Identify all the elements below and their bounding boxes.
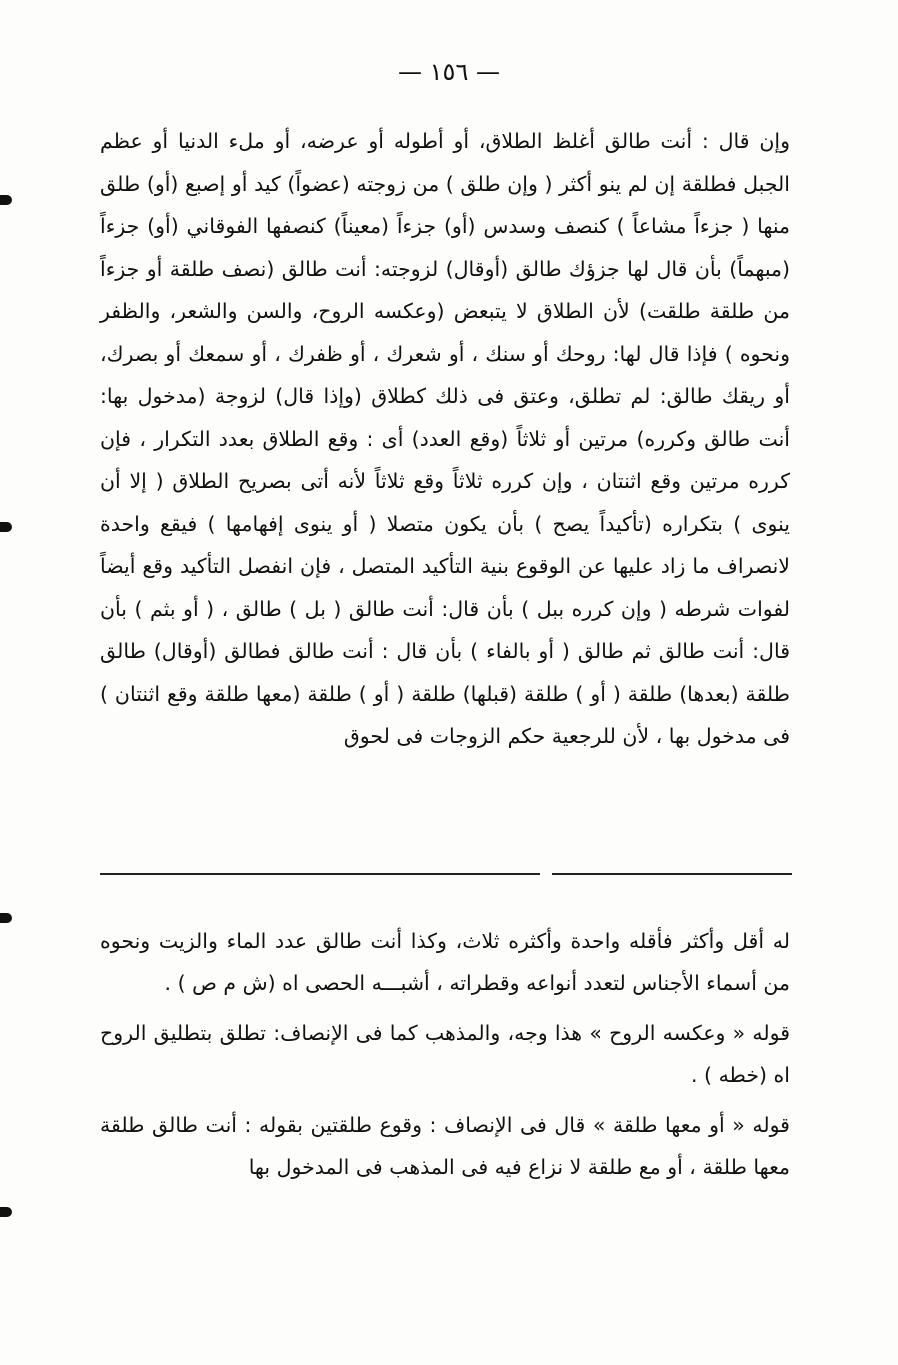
scan-margin-mark (0, 195, 12, 205)
footnote-divider-left (100, 873, 540, 875)
main-text-block (100, 120, 790, 758)
footnote-2: قوله « وعكسه الروح » هذا وجه، والمذهب كما فى الإنصاف: تطلق بتطليق الروح اه (خطه ) . (100, 1021, 790, 1087)
scan-margin-mark (0, 522, 12, 532)
footnotes-block (100, 920, 790, 1196)
footnote-3: قوله « أو معها طلقة » قال فى الإنصاف : وقوع طلقتين بقوله : أنت طالق طلقة معها طلقة ، أو مع طلقة لا نزاع فيه فى المذهب فى المدخول بها (100, 1113, 790, 1179)
main-paragraph: وإن قال : أنت طالق أغلظ الطلاق، أو أطوله أو عرضه، أو ملء الدنيا أو عظم الجبل فطلقة إن لم ينو أكثر ( وإن طلق ) من زوجته (عضواً) كيد أو إصبع (أو) طلق منها ( جزءاً مشاعاً ) كنصف وسدس (أو) جزءاً (معيناً) كنصفها الفوقاني (أو) جزءاً (مبهماً) بأن قال لها جزؤك طالق (أوقال) لزوجته: أنت طالق (نصف طلقة أو جزءاً من طلقة طلقت) لأن الطلاق لا يتبعض (وعكسه الروح، والسن والشعر، والظفر ونحوه ) فإذا قال لها: روحك أو سنك ، أو شعرك ، أو ظفرك ، أو سمعك أو بصرك، أو ريقك طالق: لم تطلق، وعتق فى ذلك كطلاق (وإذا قال) لزوجة (مدخول بها: أنت طالق وكرره) مرتين أو ثلاثاً (وقع العدد) أى : وقع الطلاق بعدد التكرار ، فإن كرره مرتين وقع اثنتان ، وإن كرره ثلاثاً وقع ثلاثاً لأنه أتى بصريح الطلاق ( إلا أن ينوى ) بتكراره (تأكيداً يصح ) بأن يكون متصلا ( أو ينوى إفهامها ) فيقع واحدة لانصراف ما زاد عليها عن الوقوع بنية التأكيد المتصل ، فإن انفصل التأكيد وقع أيضاً لفوات شرطه ( وإن كرره ببل ) بأن قال: أنت طالق ( بل ) طالق ، ( أو بثم ) بأن قال: أنت طالق ثم طالق ( أو بالفاء ) بأن قال : أنت طالق فطالق (أوقال) طالق طلقة (بعدها) طلقة ( أو ) طلقة (قبلها) طلقة ( أو ) طلقة (معها طلقة وقع اثنتان ) فى مدخول بها ، لأن للرجعية حكم الزوجات فى لحوق (100, 129, 790, 748)
scan-margin-mark (0, 913, 12, 923)
scan-margin-mark (0, 1207, 12, 1217)
footnote-1: له أقل وأكثر فأقله واحدة وأكثره ثلاث، وكذا أنت طالق عدد الماء والزيت ونحوه من أسماء الأجناس لتعدد أنواعه وقطراته ، أشبـــه الحصى اه (ش م ص ) . (100, 929, 790, 995)
page-number: — ١٥٦ — (398, 58, 500, 86)
footnote-divider-right (552, 873, 792, 875)
